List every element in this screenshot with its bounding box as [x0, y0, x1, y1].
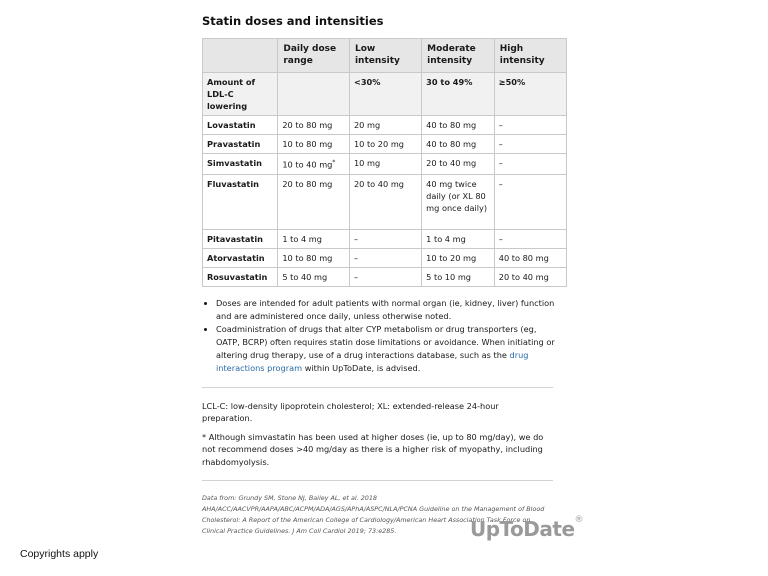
cell-daily: 10 to 80 mg — [278, 135, 350, 154]
registered-mark: ® — [574, 515, 584, 525]
header-moderate-intensity: Moderate intensity — [422, 39, 495, 73]
row-label: Rosuvastatin — [203, 267, 278, 286]
header-daily-dose: Daily dose range — [278, 39, 350, 73]
footnote-marker: * — [332, 159, 336, 166]
cell-high: 40 to 80 mg — [494, 248, 566, 267]
cell-low: – — [349, 229, 421, 248]
table-row — [203, 135, 567, 154]
cell-low: – — [349, 267, 421, 286]
row-label: Lovastatin — [203, 116, 278, 135]
cell-high: – — [494, 174, 566, 229]
cell-moderate: 40 mg twice daily (or XL 80 mg once daily) — [422, 174, 495, 229]
cell-daily — [278, 73, 350, 116]
cell-low: <30% — [349, 73, 421, 116]
cell-low: 10 mg — [349, 154, 421, 175]
cell-moderate: 30 to 49% — [422, 73, 495, 116]
document — [202, 12, 568, 537]
table-row — [203, 154, 567, 175]
note-item: • Doses are intended for adult patients with normal organ (ie, kidney, liver) function and are administered once daily, unless otherwise noted. — [216, 297, 556, 323]
cell-moderate: 1 to 4 mg — [422, 229, 495, 248]
cell-high: 20 to 40 mg — [494, 267, 566, 286]
cell-low: 20 mg — [349, 116, 421, 135]
copyright-notice: Copyrights apply — [20, 548, 99, 560]
cell-low: 10 to 20 mg — [349, 135, 421, 154]
cell-moderate: 10 to 20 mg — [422, 248, 495, 267]
table-row — [203, 174, 567, 229]
cell-daily: 20 to 80 mg — [278, 174, 350, 229]
cell-daily: 20 to 80 mg — [278, 116, 350, 135]
cell-high: – — [494, 135, 566, 154]
row-label: Pitavastatin — [203, 229, 278, 248]
table-header-row — [203, 39, 567, 73]
header-high-intensity: High intensity — [494, 39, 566, 73]
divider — [202, 387, 553, 388]
cell-daily: 5 to 40 mg — [278, 267, 350, 286]
lowering-row — [203, 73, 567, 116]
header-low-intensity: Low intensity — [349, 39, 421, 73]
uptodate-logo — [470, 517, 583, 541]
header-blank — [203, 39, 278, 73]
cell-moderate: 40 to 80 mg — [422, 135, 495, 154]
row-label: Amount of LDL-C lowering — [203, 73, 278, 116]
table-row — [203, 116, 567, 135]
cell-high: – — [494, 154, 566, 175]
drug-interactions-link[interactable]: drug interactions program — [216, 349, 529, 373]
note-text: Coadministration of drugs that alter CYP metabolism or drug transporters (eg, OATP, BCRP) often requires statin dose limitations or avoidance. When initiating or altering drug therapy, use of a drug interactions database, such as the — [216, 323, 555, 360]
cell-moderate: 40 to 80 mg — [422, 116, 495, 135]
row-label: Simvastatin — [203, 154, 278, 175]
statin-table — [202, 38, 567, 287]
note-item — [216, 323, 556, 375]
cell-moderate: 5 to 10 mg — [422, 267, 495, 286]
divider — [202, 480, 553, 481]
notes-list — [202, 297, 556, 375]
cell-moderate: 20 to 40 mg — [422, 154, 495, 175]
citation: Data from: Grundy SM, Stone NJ, Bailey AL, et al. 2018 AHA/ACC/AACVPR/AAPA/ABC/ACPM/ADA/AGS/APhA/ASPC/NLA/PCNA Guideline on the Management of Blood Cholesterol: A Report of the American College of Cardiology/American Heart Association Task Force on Clinical Practice Guidelines. J Am Coll Cardiol 2019; 73:e285. — [202, 494, 545, 536]
cell-low: – — [349, 248, 421, 267]
table-row — [203, 267, 567, 286]
table-row — [203, 248, 567, 267]
row-label: Fluvastatin — [203, 174, 278, 229]
note-text: within UpToDate, is advised. — [302, 362, 421, 373]
cell-daily: 1 to 4 mg — [278, 229, 350, 248]
cell-daily-text: 10 to 40 mg — [282, 159, 333, 170]
row-label: Pravastatin — [203, 135, 278, 154]
cell-high: – — [494, 116, 566, 135]
cell-daily — [278, 154, 350, 175]
footnote: * Although simvastatin has been used at higher doses (ie, up to 80 mg/day), we do not recommend doses >40 mg/day as there is a higher risk of myopathy, including rhabdomyolysis. — [202, 431, 544, 467]
page-title: Statin doses and intensities — [202, 14, 384, 28]
cell-high: ≥50% — [494, 73, 566, 116]
table-row — [203, 229, 567, 248]
logo-text: UpToDate — [470, 517, 575, 541]
abbreviations: LCL-C: low-density lipoprotein cholesterol; XL: extended-release 24-hour preparation. — [202, 400, 499, 424]
cell-low: 20 to 40 mg — [349, 174, 421, 229]
row-label: Atorvastatin — [203, 248, 278, 267]
cell-high: – — [494, 229, 566, 248]
cell-daily: 10 to 80 mg — [278, 248, 350, 267]
